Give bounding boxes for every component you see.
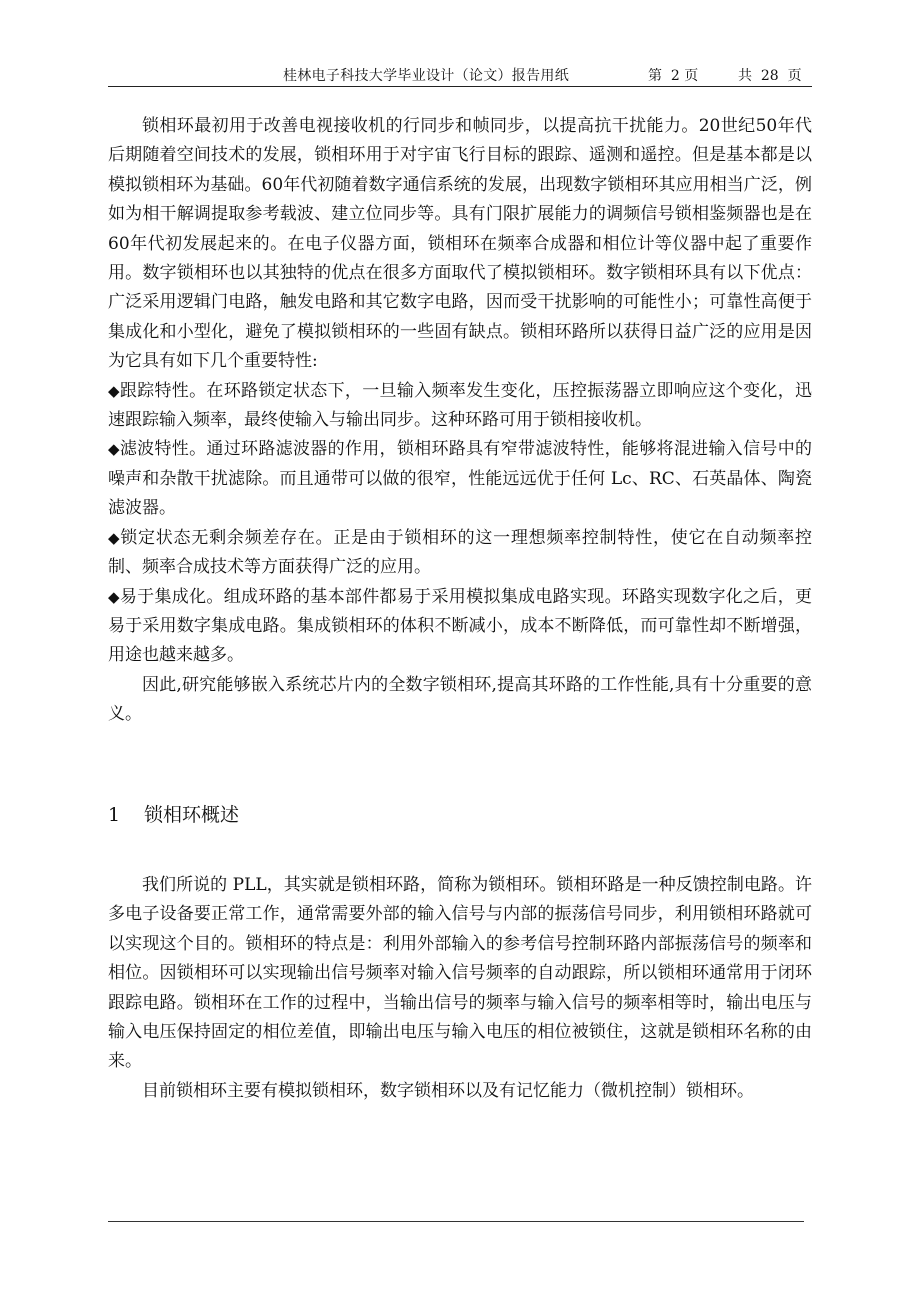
- intro-block: [108, 112, 812, 730]
- intro-paragraph: 锁相环最初用于改善电视接收机的行同步和帧同步，以提高抗干扰能力。20世纪50年代后期随着空间技术的发展，锁相环用于对宇宙飞行目标的跟踪、遥测和遥控。但是基本都是以模拟锁相环为基础。60年代初随着数字通信系统的发展，出现数字锁相环其应用相当广泛，例如为相干解调提取参考载波、建立位同步等。具有门限扩展能力的调频信号锁相鉴频器也是在60年代初发展起来的。在电子仪器方面，锁相环在频率合成器和相位计等仪器中起了重要作用。数字锁相环也以其独特的优点在很多方面取代了模拟锁相环。数字锁相环具有以下优点：广泛采用逻辑门电路，触发电路和其它数字电路，因而受干扰影响的可能性小；可靠性高便于集成化和小型化，避免了模拟锁相环的一些固有缺点。锁相环路所以获得日益广泛的应用是因为它具有如下几个重要特性:: [108, 116, 812, 372]
- section-body: [108, 871, 812, 1106]
- bullet-text: 滤波特性。通过环路滤波器的作用，锁相环路具有窄带滤波特性，能够将混进输入信号中的噪声和杂散干扰滤除。而且通带可以做的很窄，性能远远优于任何 Lc、RC、石英晶体、陶瓷滤波器。: [108, 439, 812, 519]
- bullet-text: 锁定状态无剩余频差存在。正是由于锁相环的这一理想频率控制特性，使它在自动频率控制、频率合成技术等方面获得广泛的应用。: [108, 527, 812, 578]
- bullet-item-filtering: [108, 435, 812, 523]
- bullet-text: 跟踪特性。在环路锁定状态下，一旦输入频率发生变化，压控振荡器立即响应这个变化，迅速跟踪输入频率，最终使输入与输出同步。这种环路可用于锁相接收机。: [108, 380, 812, 431]
- bullet-diamond-icon: ◆: [108, 528, 121, 547]
- bullet-diamond-icon: ◆: [108, 381, 120, 400]
- bullet-text: 易于集成化。组成环路的基本部件都易于采用模拟集成电路实现。环路实现数字化之后，更易于采用数字集成电路。集成锁相环的体积不断减小，成本不断降低，而可靠性却不断增强，用途也越来越多。: [108, 586, 812, 666]
- bullet-diamond-icon: ◆: [108, 440, 120, 459]
- bullet-item-tracking: [108, 377, 812, 436]
- intro-conclusion-paragraph: 因此,研究能够嵌入系统芯片内的全数字锁相环,提高其环路的工作性能,具有十分重要的意义。: [108, 674, 812, 725]
- section-heading: [108, 800, 239, 830]
- header-rule: [108, 86, 812, 87]
- section-number: 1: [108, 804, 121, 826]
- bullet-item-integration: [108, 583, 812, 671]
- bullet-diamond-icon: ◆: [108, 587, 120, 606]
- header-total-pages: 共 28 页: [738, 68, 802, 84]
- section-paragraph: 我们所说的 PLL，其实就是锁相环路，简称为锁相环。锁相环路是一种反馈控制电路。许多电子设备要正常工作，通常需要外部的输入信号与内部的振荡信号同步，利用锁相环路就可以实现这个目的。锁相环的特点是：利用外部输入的参考信号控制环路内部振荡信号的频率和相位。因锁相环可以实现输出信号频率对输入信号频率的自动跟踪，所以锁相环通常用于闭环跟踪电路。锁相环在工作的过程中，当输出信号的频率与输入信号的频率相等时，输出电压与输入电压保持固定的相位差值，即输出电压与输入电压的相位被锁住，这就是锁相环名称的由来。: [108, 875, 812, 1072]
- bullet-item-lock-state: [108, 524, 812, 583]
- section-paragraph: 目前锁相环主要有模拟锁相环，数字锁相环以及有记忆能力（微机控制）锁相环。: [142, 1080, 754, 1101]
- page-header: [108, 64, 812, 88]
- header-page-number: 第 2 页: [648, 68, 699, 84]
- header-school-title: 桂林电子科技大学毕业设计（论文）报告用纸: [283, 68, 569, 84]
- footer-rule: [108, 1221, 804, 1222]
- section-title: 锁相环概述: [144, 804, 240, 826]
